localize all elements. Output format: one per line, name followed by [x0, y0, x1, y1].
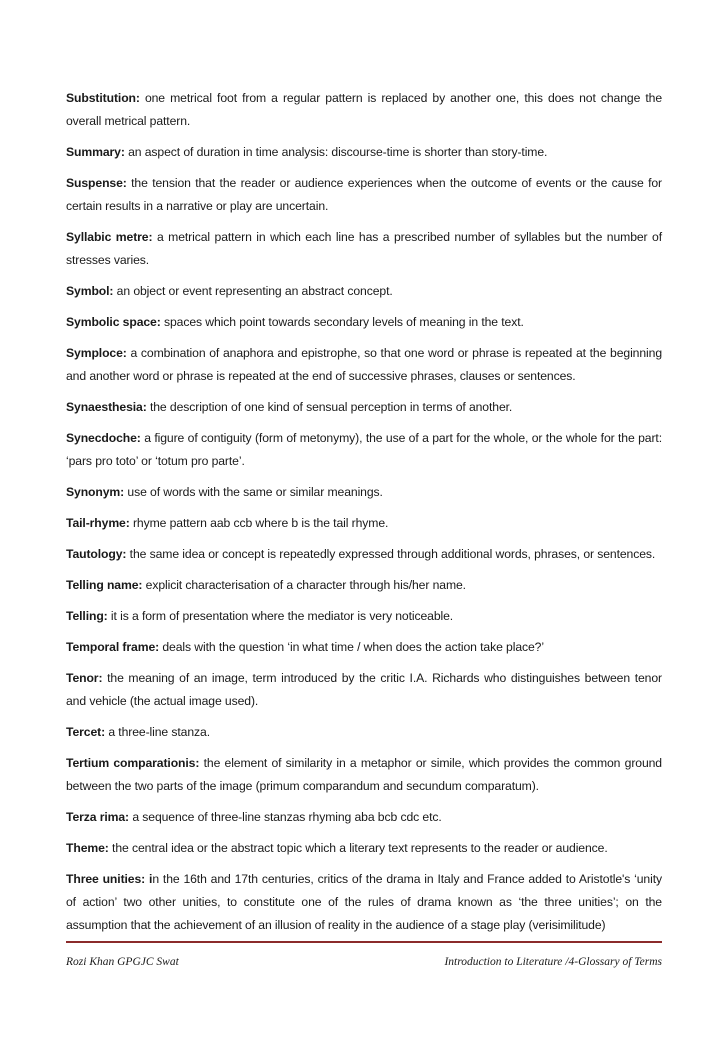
glossary-definition: the element of similarity in a metaphor or simile, which provides the common ground between the two parts of the image (primum comparandum and secundum comparatum). [66, 756, 662, 793]
glossary-definition: it is a form of presentation where the mediator is very noticeable. [107, 609, 454, 623]
glossary-definition: rhyme pattern aab ccb where b is the tail rhyme. [129, 516, 389, 530]
glossary-term: Substitution: [66, 91, 140, 105]
glossary-term: Tercet: [66, 725, 106, 739]
glossary-term: Tertium comparationis: [66, 756, 200, 770]
glossary-entry [66, 543, 662, 566]
glossary-entry [66, 667, 662, 713]
glossary-definition: use of words with the same or similar meanings. [124, 485, 383, 499]
glossary-entry [66, 752, 662, 798]
glossary-entry [66, 481, 662, 504]
glossary-entry [66, 605, 662, 628]
glossary-term: Telling name: [66, 578, 143, 592]
glossary-definition: a combination of anaphora and epistrophe, so that one word or phrase is repeated at the beginning and another word or phrase is repeated at the end of successive phrases, clauses or sentences. [66, 346, 662, 383]
glossary-term: Symbol: [66, 284, 114, 298]
footer-rule [66, 941, 662, 943]
glossary-term: Three unities: i [66, 872, 153, 886]
glossary-term: Syllabic metre: [66, 230, 153, 244]
glossary-definition: spaces which point towards secondary levels of meaning in the text. [160, 315, 524, 329]
page-footer [66, 956, 662, 972]
glossary-entry [66, 837, 662, 860]
glossary-entry [66, 141, 662, 164]
glossary-definition: the central idea or the abstract topic which a literary text represents to the reader or audience. [108, 841, 608, 855]
glossary-definition: the meaning of an image, term introduced by the critic I.A. Richards who distinguishes between tenor and vehicle (the actual image used). [66, 671, 662, 708]
glossary-content [66, 87, 662, 945]
glossary-term: Terza rima: [66, 810, 130, 824]
glossary-entry [66, 636, 662, 659]
glossary-definition: the tension that the reader or audience experiences when the outcome of events or the cause for certain results in a narrative or play are uncertain. [66, 176, 662, 213]
footer-author: Rozi Khan GPGJC Swat [66, 956, 179, 968]
glossary-term: Theme: [66, 841, 109, 855]
glossary-definition: an object or event representing an abstract concept. [113, 284, 393, 298]
footer-course-title: Introduction to Literature /4-Glossary of Terms [444, 956, 662, 968]
glossary-entry [66, 172, 662, 218]
glossary-definition: a sequence of three-line stanzas rhyming aba bcb cdc etc. [129, 810, 442, 824]
glossary-entry [66, 427, 662, 473]
glossary-entry [66, 87, 662, 133]
glossary-definition: an aspect of duration in time analysis: discourse-time is shorter than story-time. [124, 145, 548, 159]
glossary-term: Synonym: [66, 485, 125, 499]
glossary-term: Temporal frame: [66, 640, 160, 654]
glossary-entry [66, 721, 662, 744]
glossary-term: Telling: [66, 609, 108, 623]
glossary-definition: deals with the question ‘in what time / when does the action take place?’ [159, 640, 544, 654]
glossary-entry [66, 311, 662, 334]
glossary-entry [66, 574, 662, 597]
glossary-definition: explicit characterisation of a character through his/her name. [142, 578, 466, 592]
glossary-term: Tenor: [66, 671, 103, 685]
glossary-term: Synecdoche: [66, 431, 141, 445]
glossary-definition: the same idea or concept is repeatedly expressed through additional words, phrases, or sentences. [126, 547, 656, 561]
glossary-term: Summary: [66, 145, 125, 159]
glossary-definition: a three-line stanza. [105, 725, 210, 739]
glossary-term: Synaesthesia: [66, 400, 147, 414]
glossary-definition: one metrical foot from a regular pattern is replaced by another one, this does not change the overall metrical pattern. [66, 91, 662, 128]
glossary-entry [66, 342, 662, 388]
glossary-definition: a metrical pattern in which each line has a prescribed number of syllables but the number of stresses varies. [66, 230, 662, 267]
glossary-definition: n the 16th and 17th centuries, critics of the drama in Italy and France added to Aristotle's ‘unity of action’ two other unities, to constitute one of the rules of drama known as ‘the three unities’; on the assumption that the achievement of an illusion of reality in the audience of a stage play (verisimilitude) [66, 872, 662, 932]
glossary-term: Tautology: [66, 547, 127, 561]
glossary-term: Symbolic space: [66, 315, 161, 329]
glossary-term: Tail-rhyme: [66, 516, 130, 530]
glossary-entry [66, 226, 662, 272]
glossary-entry [66, 512, 662, 535]
glossary-entry [66, 396, 662, 419]
glossary-entry [66, 280, 662, 303]
glossary-entry [66, 868, 662, 937]
glossary-entry [66, 806, 662, 829]
glossary-definition: a figure of contiguity (form of metonymy), the use of a part for the whole, or the whole for the part: ‘pars pro toto’ or ‘totum pro parte’. [66, 431, 662, 468]
glossary-term: Symploce: [66, 346, 127, 360]
glossary-term: Suspense: [66, 176, 127, 190]
glossary-definition: the description of one kind of sensual perception in terms of another. [146, 400, 513, 414]
